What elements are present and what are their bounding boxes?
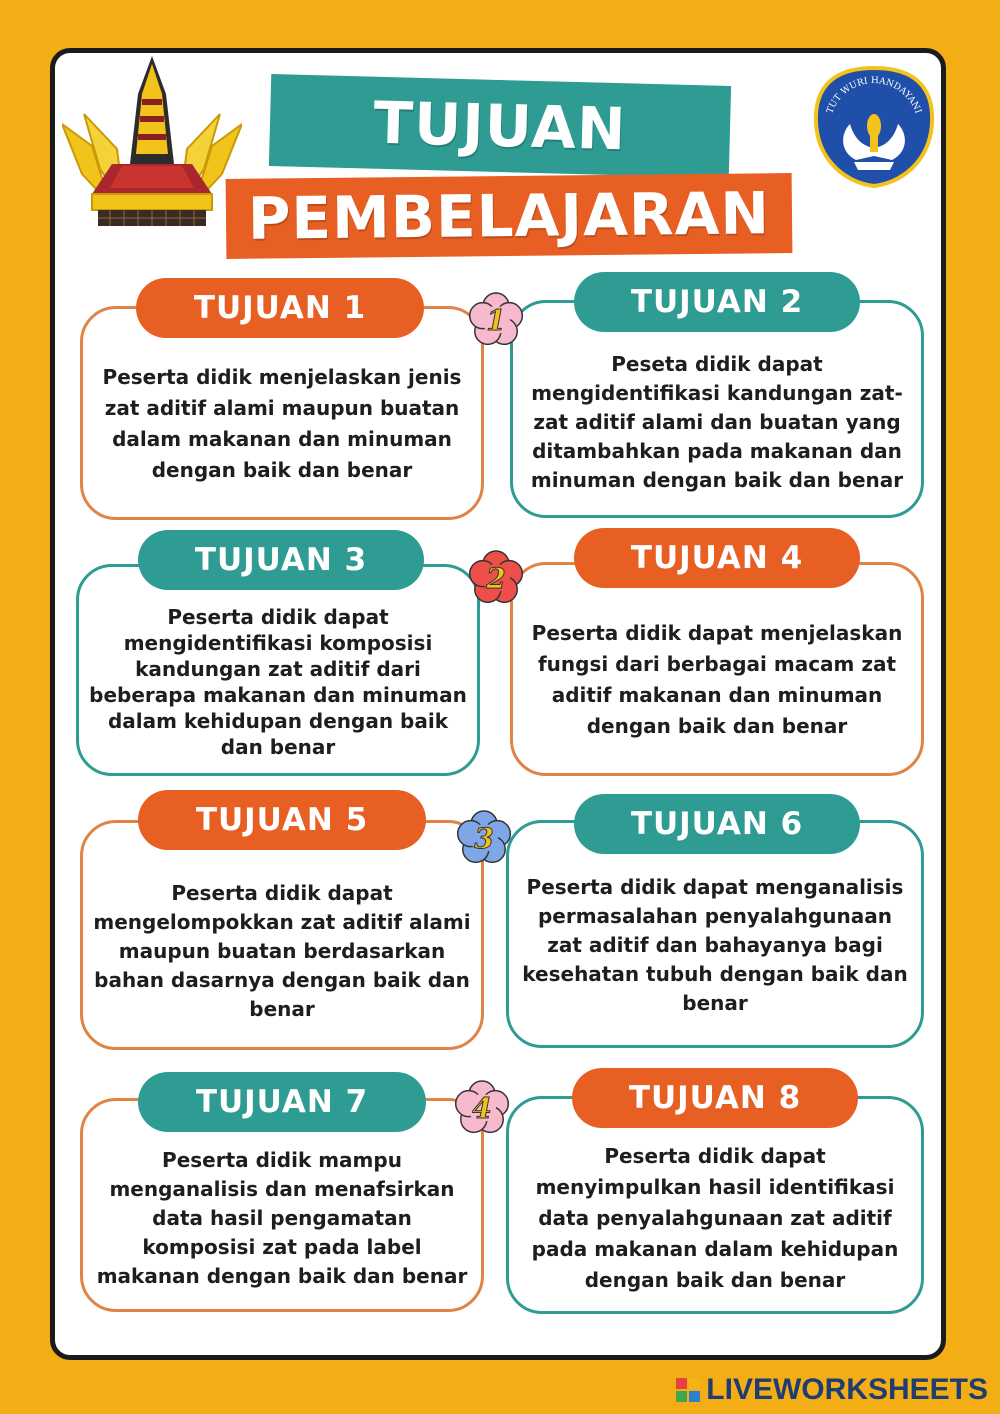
watermark-text: LIVEWORKSHEETS <box>706 1373 988 1406</box>
goal-card-5 <box>80 820 484 1050</box>
goal-card-4 <box>510 562 924 776</box>
flower-badge-4-icon <box>452 1078 512 1138</box>
goal-label-7: TUJUAN 7 <box>138 1072 426 1132</box>
goal-label-5: TUJUAN 5 <box>138 790 426 850</box>
title-line-1: TUJUAN <box>269 74 731 178</box>
goal-text: Peserta didik menjelaskan jenis zat aditif alami maupun buatan dalam makanan dan minuman dengan baik dan benar <box>102 365 462 482</box>
goal-card-3 <box>76 564 480 776</box>
title-line-2: PEMBELAJARAN <box>226 173 793 259</box>
goal-card-6 <box>506 820 924 1048</box>
crown-roof-emblem-icon <box>62 54 242 232</box>
goal-text: Peserta didik mampu menganalisis dan menafsirkan data hasil pengamatan komposisi zat pada label makanan dengan baik dan benar <box>96 1147 468 1288</box>
motto-text: TUT WURI HANDAYANI <box>825 76 923 116</box>
goal-card-1 <box>80 306 484 520</box>
tut-wuri-handayani-emblem-icon <box>810 64 938 190</box>
goal-label-4: TUJUAN 4 <box>574 528 860 588</box>
flower-badge-3-icon <box>454 808 514 868</box>
flower-number: 3 <box>474 821 494 855</box>
flower-number: 1 <box>486 303 506 337</box>
goal-text: Peserta didik dapat menjelaskan fungsi dari berbagai macam zat aditif makanan dan minuman dengan baik dan benar <box>531 621 903 738</box>
goal-text: Peserta didik dapat menyimpulkan hasil identifikasi data penyalahgunaan zat aditif pada makanan dalam kehidupan dengan baik dan benar <box>531 1143 899 1292</box>
flower-number: 4 <box>472 1091 492 1125</box>
goal-label-3: TUJUAN 3 <box>138 530 424 590</box>
flower-badge-1-icon <box>466 290 526 350</box>
flower-badge-2-icon <box>466 548 526 608</box>
goal-text: Peserta didik dapat mengidentifikasi komposisi kandungan zat aditif dari beberapa makanan dan minuman dalam kehidupan dengan baik dan benar <box>89 605 467 759</box>
goal-label-2: TUJUAN 2 <box>574 272 860 332</box>
goal-label-1: TUJUAN 1 <box>136 278 424 338</box>
liveworksheets-watermark <box>676 1372 988 1408</box>
goal-label-6: TUJUAN 6 <box>574 794 860 854</box>
goal-text: Peserta didik dapat mengelompokkan zat aditif alami maupun buatan berdasarkan bahan dasarnya dengan baik dan benar <box>93 880 471 1021</box>
goal-label-8: TUJUAN 8 <box>572 1068 858 1128</box>
goal-card-2 <box>510 300 924 518</box>
goal-card-8 <box>506 1096 924 1314</box>
goal-text: Peserta didik dapat menganalisis permasalahan penyalahgunaan zat aditif dan bahayanya bagi kesehatan tubuh dengan baik dan benar <box>522 874 908 1015</box>
goal-text: Peseta didik dapat mengidentifikasi kandungan zat-zat aditif alami dan buatan yang ditambahkan pada makanan dan minuman dengan baik dan benar <box>530 351 904 492</box>
liveworksheets-logo-icon <box>676 1378 700 1402</box>
flower-number: 2 <box>486 561 506 595</box>
